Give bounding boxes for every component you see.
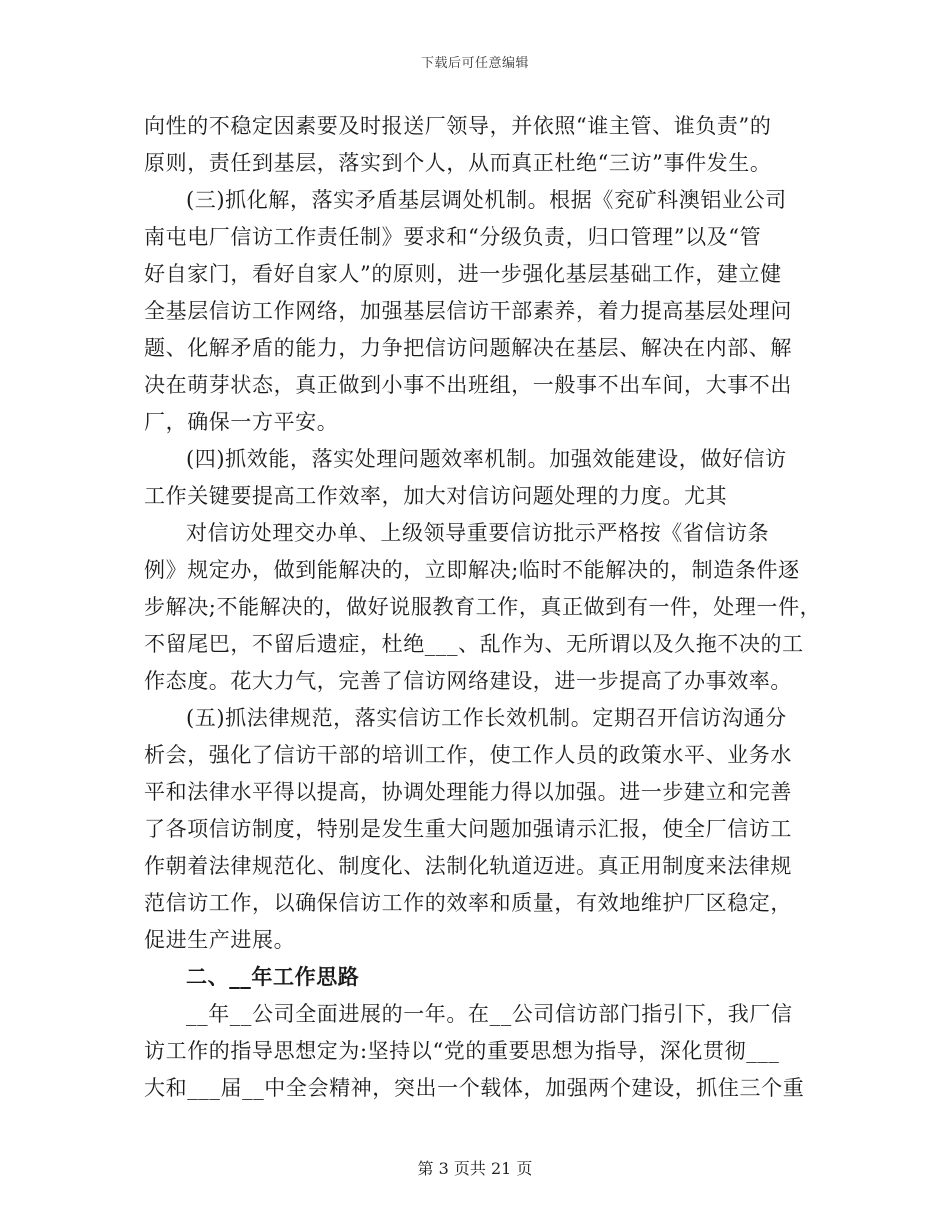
page-footer: 第 3 页共 21 页 bbox=[417, 1159, 533, 1178]
body-line: 厂，确保一方平安。 bbox=[144, 410, 339, 434]
body-line: (五)抓法律规范，落实信访工作长效机制。定期召开信访沟通分 bbox=[186, 706, 787, 730]
body-line: 好自家门，看好自家人”的原则，进一步强化基层基础工作，建立健 bbox=[144, 262, 782, 286]
body-line: 工作关键要提高工作效率，加大对信访问题处理的力度。尤其 bbox=[144, 484, 728, 508]
body-line: 范信访工作，以确保信访工作的效率和质量，有效地维护厂区稳定， bbox=[144, 891, 792, 915]
body-line: 作态度。花大力气，完善了信访网络建设，进一步提高了办事效率。 bbox=[144, 669, 792, 693]
body-line: 作朝着法律规范化、制度化、法制化轨道迈进。真正用制度来法律规 bbox=[144, 854, 792, 878]
body-line: 了各项信访制度，特别是发生重大问题加强请示汇报，使全厂信访工 bbox=[144, 817, 792, 841]
body-line: __年__公司全面进展的一年。在__公司信访部门指引下，我厂信 bbox=[186, 1002, 793, 1026]
body-line: 决在萌芽状态，真正做到小事不出班组，一般事不出车间，大事不出 bbox=[144, 373, 792, 397]
body-line: 大和___届__中全会精神，突出一个载体，加强两个建设，抓住三个重 bbox=[144, 1076, 805, 1100]
body-line: 步解决;不能解决的，做好说服教育工作，真正做到有一件，处理一件， bbox=[144, 595, 822, 619]
body-line: 例》规定办，做到能解决的，立即解决;临时不能解决的，制造条件逐 bbox=[144, 558, 800, 582]
body-line: 题、化解矛盾的能力，力争把信访问题解决在基层、解决在内部、解 bbox=[144, 336, 792, 360]
body-line: 全基层信访工作网络，加强基层信访干部素养，着力提高基层处理问 bbox=[144, 299, 792, 323]
body-line: 平和法律水平得以提高，协调处理能力得以加强。进一步建立和完善 bbox=[144, 780, 792, 804]
body-line: 访工作的指导思想定为:坚持以“党的重要思想为指导，深化贯彻___ bbox=[144, 1039, 780, 1063]
body-line: 促进生产进展。 bbox=[144, 928, 296, 952]
body-line: 析会，强化了信访干部的培训工作，使工作人员的政策水平、业务水 bbox=[144, 743, 792, 767]
body-line: 向性的不稳定因素要及时报送厂领导，并依照“谁主管、谁负责”的 bbox=[144, 114, 772, 138]
page-header: 下载后可任意编辑 bbox=[420, 56, 529, 71]
section-heading: 二、__年工作思路 bbox=[186, 964, 360, 989]
body-line: (三)抓化解，落实矛盾基层调处机制。根据《兖矿科澳铝业公司 bbox=[186, 188, 787, 212]
body-line: 不留尾巴，不留后遗症，杜绝___、乱作为、无所谓以及久拖不决的工 bbox=[144, 632, 804, 656]
body-line: 南屯电厂信访工作责任制》要求和“分级负责，归口管理”以及“管 bbox=[144, 225, 762, 249]
body-line: (四)抓效能，落实处理问题效率机制。加强效能建设，做好信访 bbox=[186, 447, 787, 471]
body-line: 原则，责任到基层，落实到个人，从而真正杜绝“三访”事件发生。 bbox=[144, 151, 772, 175]
body-line: 对信访处理交办单、上级领导重要信访批示严格按《省信访条 bbox=[186, 521, 770, 545]
